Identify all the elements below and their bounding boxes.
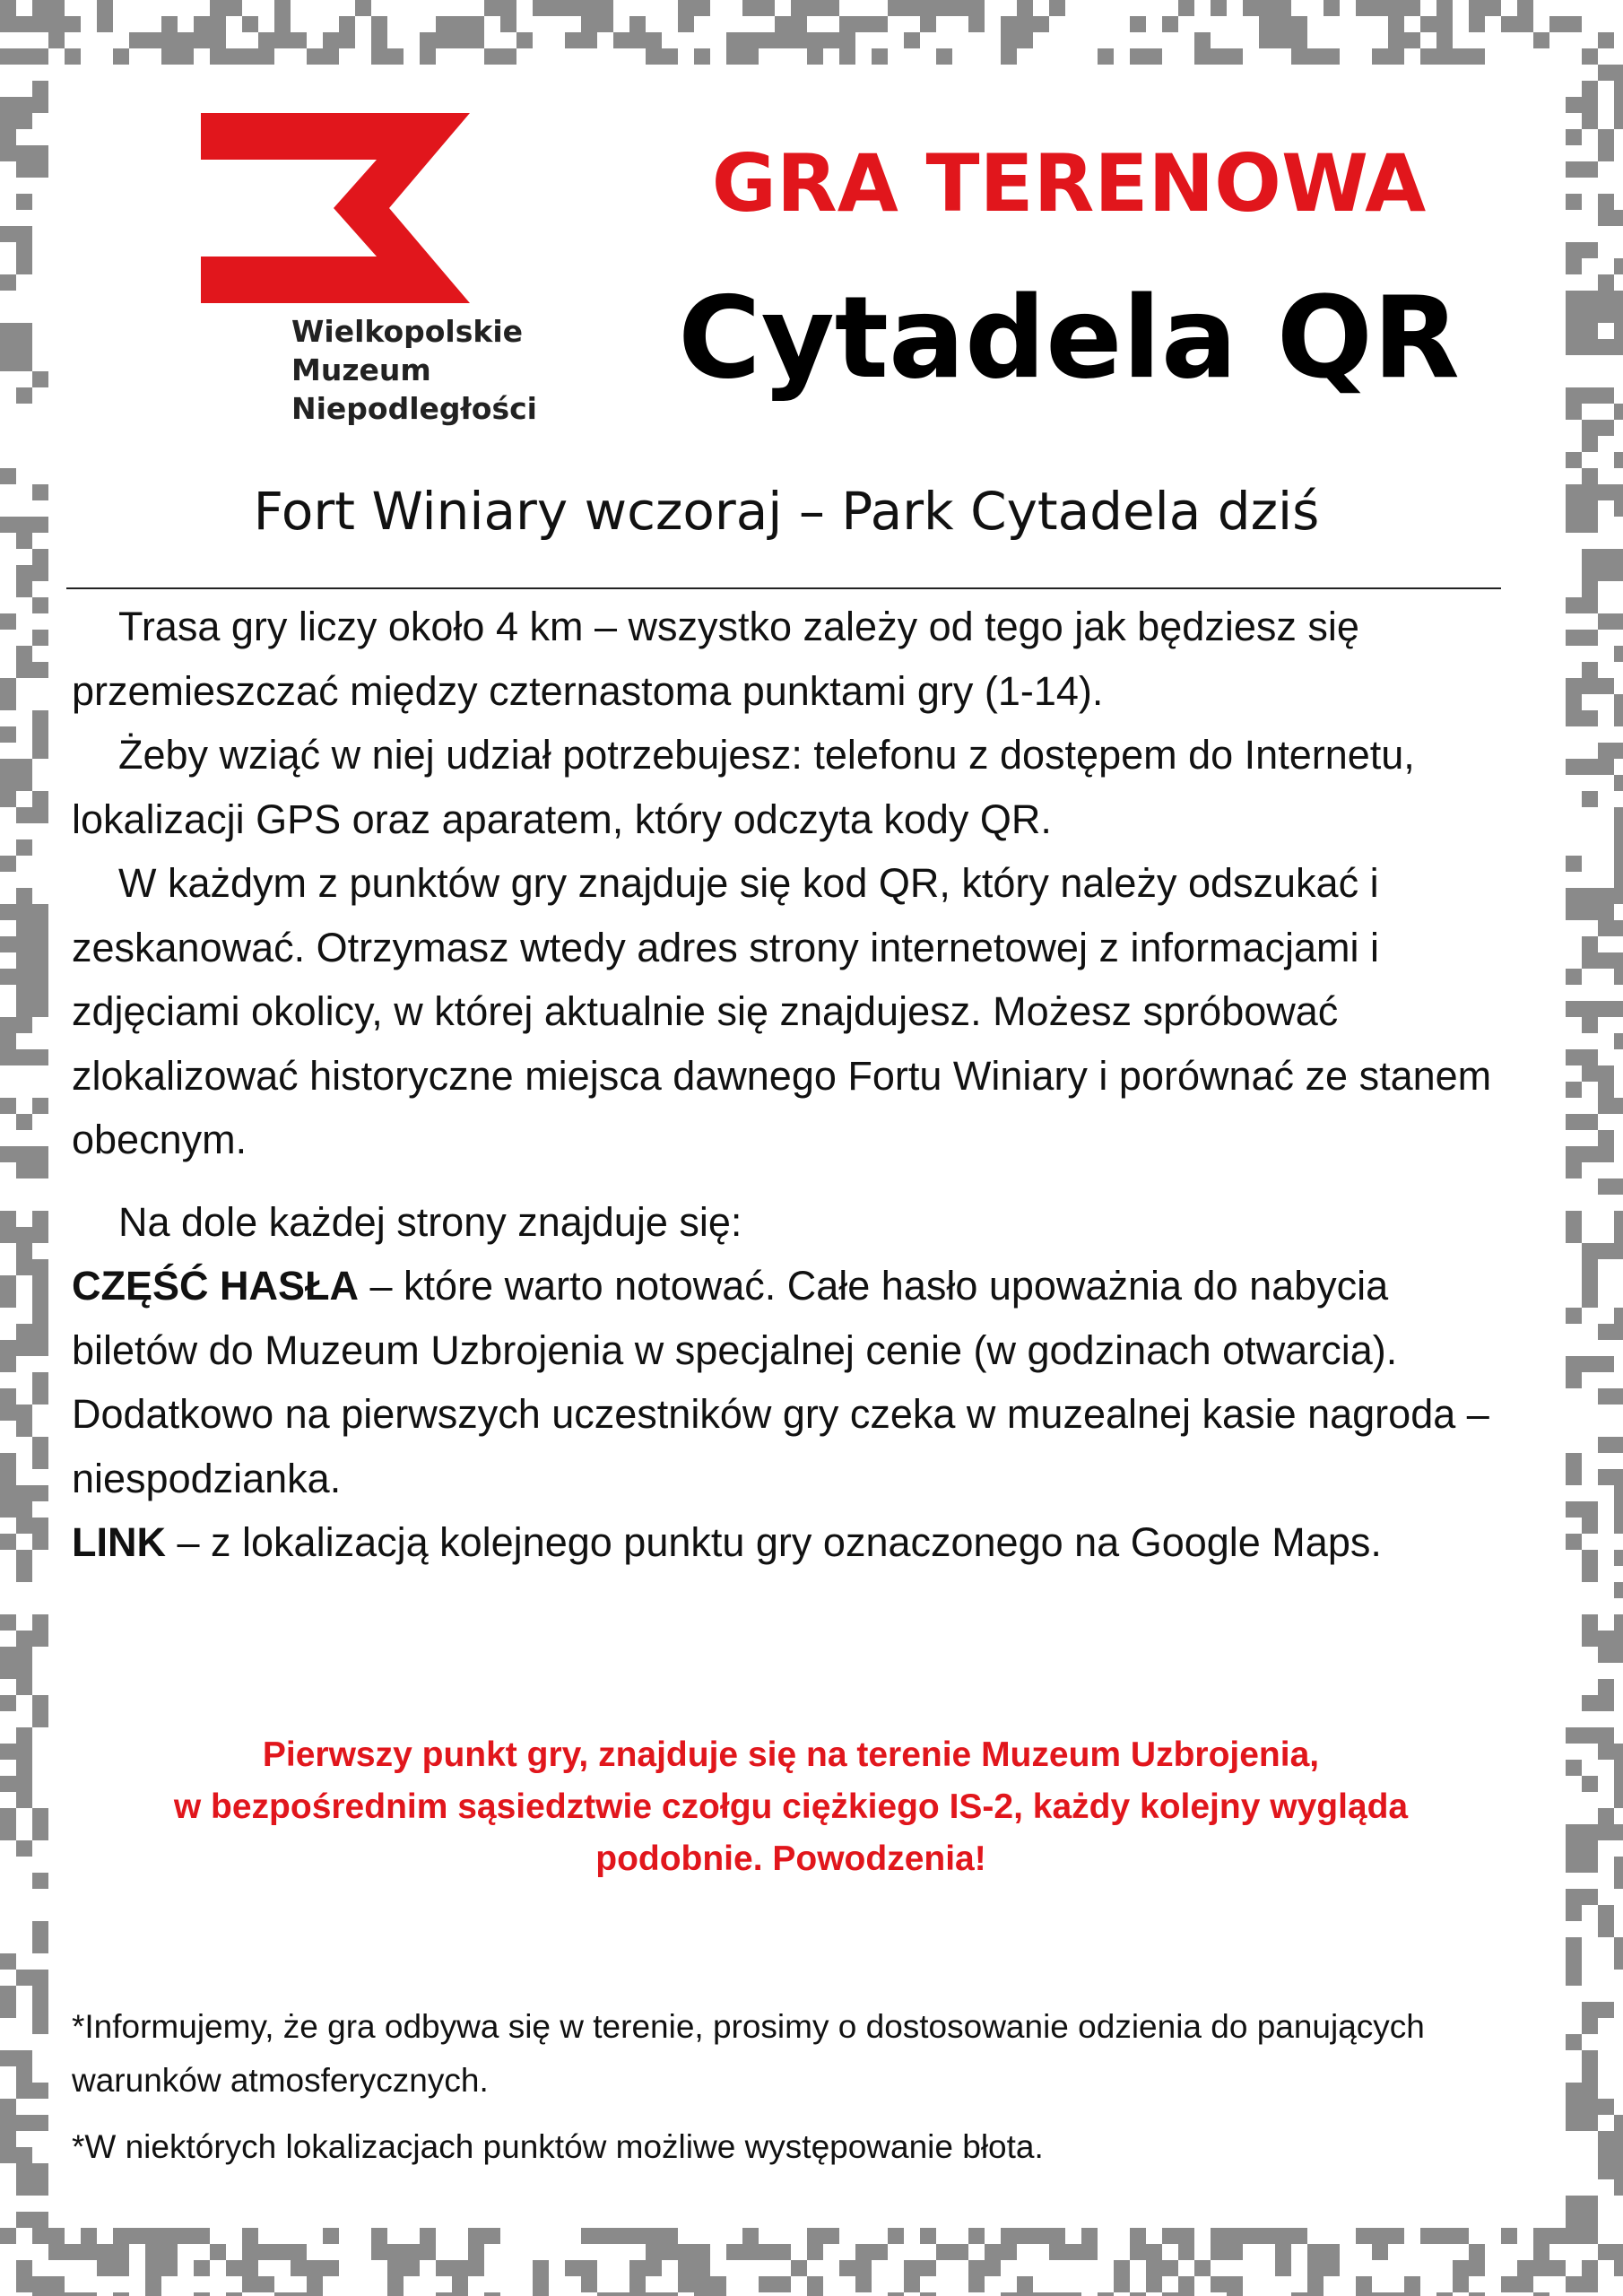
paragraph-password-part: CZĘŚĆ HASŁA – które warto notować. Całe hasło upoważnia do nabycia biletów do Muzeum Uzbrojenia w specjalnej cenie (w godzinach otwarcia). Dodatkowo na pierwszych uczestników gry czeka w muzealnej kasie nagroda – niespodzianka.: [72, 1263, 1489, 1501]
subtitle: Fort Winiary wczoraj – Park Cytadela dziś: [253, 481, 1320, 542]
notice-line: podobnie. Powodzenia!: [595, 1839, 986, 1878]
museum-logo-icon: [201, 113, 524, 303]
org-name-line: Muzeum: [291, 352, 431, 387]
password-part-label: CZĘŚĆ HASŁA: [72, 1263, 360, 1309]
game-title-heading: Cytadela QR: [678, 272, 1460, 404]
divider-line: [66, 587, 1501, 589]
footnote-weather: *Informujemy, że gra odbywa się w terenie, prosimy o dostosowanie odzienia do panujących warunków atmosferycznych.: [72, 2008, 1425, 2099]
paragraph-link: LINK – z lokalizacją kolejnego punktu gry oznaczonego na Google Maps.: [72, 1519, 1382, 1565]
description-body: [72, 595, 1515, 1575]
org-name-line: Wielkopolskie: [291, 314, 524, 349]
paragraph-page-bottom: Na dole każdej strony znajduje się:: [118, 1198, 742, 1245]
paragraph-qr-codes: W każdym z punktów gry znajduje się kod QR, który należy odszukać i zeskanować. Otrzymasz wtedy adres strony internetowej z informacjami i zdjęciami okolicy, w której aktualnie się znajdujesz. Możesz spróbować zlokalizować historyczne miejsca dawnego Fortu Winiary i porównać ze stanem obecnym.: [72, 860, 1492, 1162]
game-type-heading: GRA TERENOWA: [711, 137, 1427, 230]
notice-line: Pierwszy punkt gry, znajduje się na terenie Muzeum Uzbrojenia,: [262, 1735, 1320, 1774]
paragraph-requirements: Żeby wziąć w niej udział potrzebujesz: telefonu z dostępem do Internetu, lokalizacji GPS oraz aparatem, który odczyta kody QR.: [72, 732, 1415, 842]
paragraph-route: Trasa gry liczy około 4 km – wszystko zależy od tego jak będziesz się przemieszczać między czternastoma punktami gry (1-14).: [72, 604, 1359, 714]
poster-panel: [56, 72, 1564, 2224]
organization-name: [291, 312, 537, 428]
footnote-mud: *W niektórych lokalizacjach punktów możliwe występowanie błota.: [72, 2128, 1044, 2165]
link-label: LINK: [72, 1519, 166, 1565]
first-point-notice: [56, 1729, 1526, 1885]
footnotes: [72, 2000, 1515, 2174]
notice-line: w bezpośrednim sąsiedztwie czołgu ciężkiego IS-2, każdy kolejny wygląda: [173, 1787, 1409, 1826]
org-name-line: Niepodległości: [291, 391, 537, 426]
